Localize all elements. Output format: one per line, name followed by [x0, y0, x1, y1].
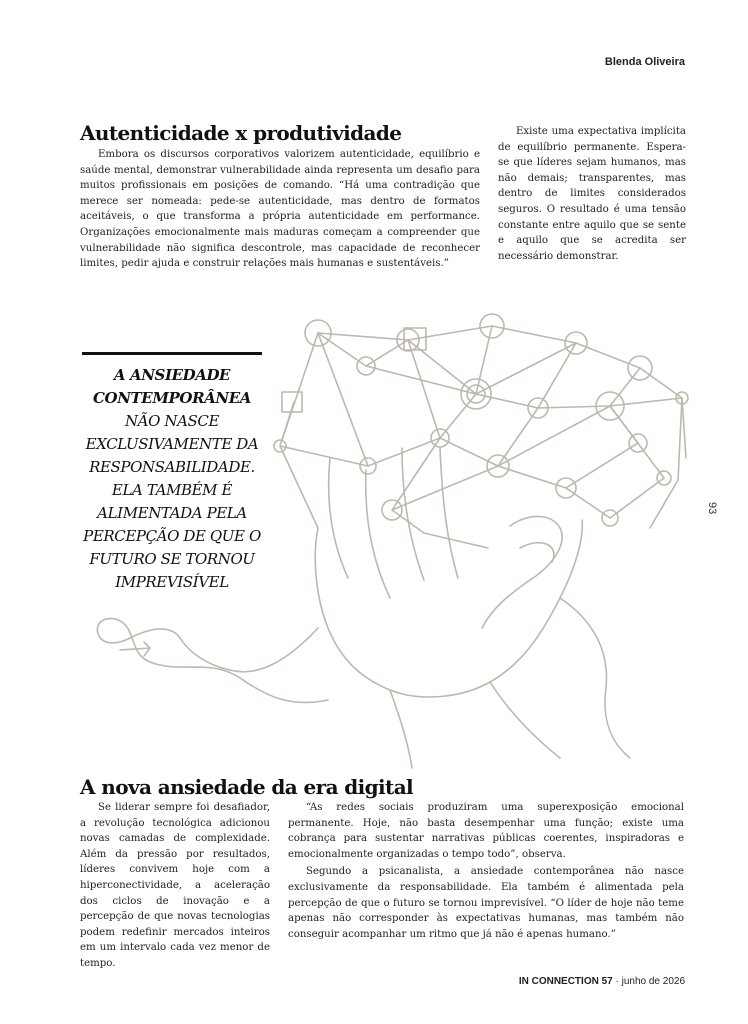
section1-title: Autenticidade x produtividade [80, 121, 402, 145]
pullquote-lead: A ANSIEDADE CONTEMPORÂNEA [93, 366, 251, 407]
footer-date: · junho de 2026 [612, 976, 685, 987]
pullquote-rest: NÃO NASCE EXCLUSIVAMENTE DA RESPONSABILIDADE. ELA TAMBÉM É ALIMENTADA PELA PERCEPÇÃO DE QUE O FUTURO SE TORNOU IMPREVISÍVEL [83, 412, 261, 591]
section2-col1 [80, 800, 270, 972]
section2-col2 [288, 800, 684, 942]
section1 [80, 121, 480, 272]
section2-col2-paragraph2: Segundo a psicanalista, a ansiedade contemporânea não nasce exclusivamente da responsabilidade. Ela também é alimentada pela percepção de que o futuro se tornou imprevisível. “O líder de hoje não teme apenas não corresponder às expectativas humanas, mas também não conseguir acompanhar um ritmo que já não é apenas humano.” [288, 866, 684, 940]
author-name: Blenda Oliveira [604, 56, 685, 68]
pullquote-rule [82, 352, 262, 355]
page-number: 93 [706, 502, 718, 515]
side-paragraph: Existe uma expectativa implícita de equilíbrio permanente. Espera-se que líderes sejam humanos, mas não demais; transparentes, mas dentro de limites considerados seguros. O resultado é uma tensão constante entre aquilo que se sente e aquilo que se acredita ser necessário demonstrar. [498, 126, 686, 262]
section2-col2-paragraph1: “As redes sociais produziram uma superexposição emocional permanente. Hoje, não basta desempenhar uma função; existe uma cobrança para sustentar narrativas públicas coerentes, inspiradoras e emocionalmente organizadas o tempo todo”, observa. [288, 802, 684, 860]
side-column [498, 124, 686, 264]
footer [519, 976, 685, 987]
section2-col1-paragraph: Se liderar sempre foi desafiador, a revolução tecnológica adicionou novas camadas de complexidade. Além da pressão por resultados, líderes convivem hoje com a hiperconectividade, a aceleração dos ciclos de inovação e a percepção de que novas tecnologias podem redefinir mercados inteiros em um intervalo cada vez menor de tempo. [80, 802, 270, 969]
section1-body [80, 147, 480, 272]
footer-brand: IN CONNECTION 57 [518, 976, 613, 987]
pullquote [82, 364, 262, 594]
section2-title: A nova ansiedade da era digital [80, 775, 414, 799]
section1-paragraph: Embora os discursos corporativos valorizem autenticidade, equilíbrio e saúde mental, demonstrar vulnerabilidade ainda representa um desafio para muitos profissionais em posições de comando. “Há uma contradição que merece ser nomeada: pede-se autenticidade, mas dentro de formatos aceitáveis, o que transforma a própria autenticidade em performance. Organizações emocionalmente mais maduras começam a compreender que vulnerabilidade não significa descontrole, mas capacidade de reconhecer limites, pedir ajuda e construir relações mais humanas e sustentáveis.” [80, 149, 480, 270]
